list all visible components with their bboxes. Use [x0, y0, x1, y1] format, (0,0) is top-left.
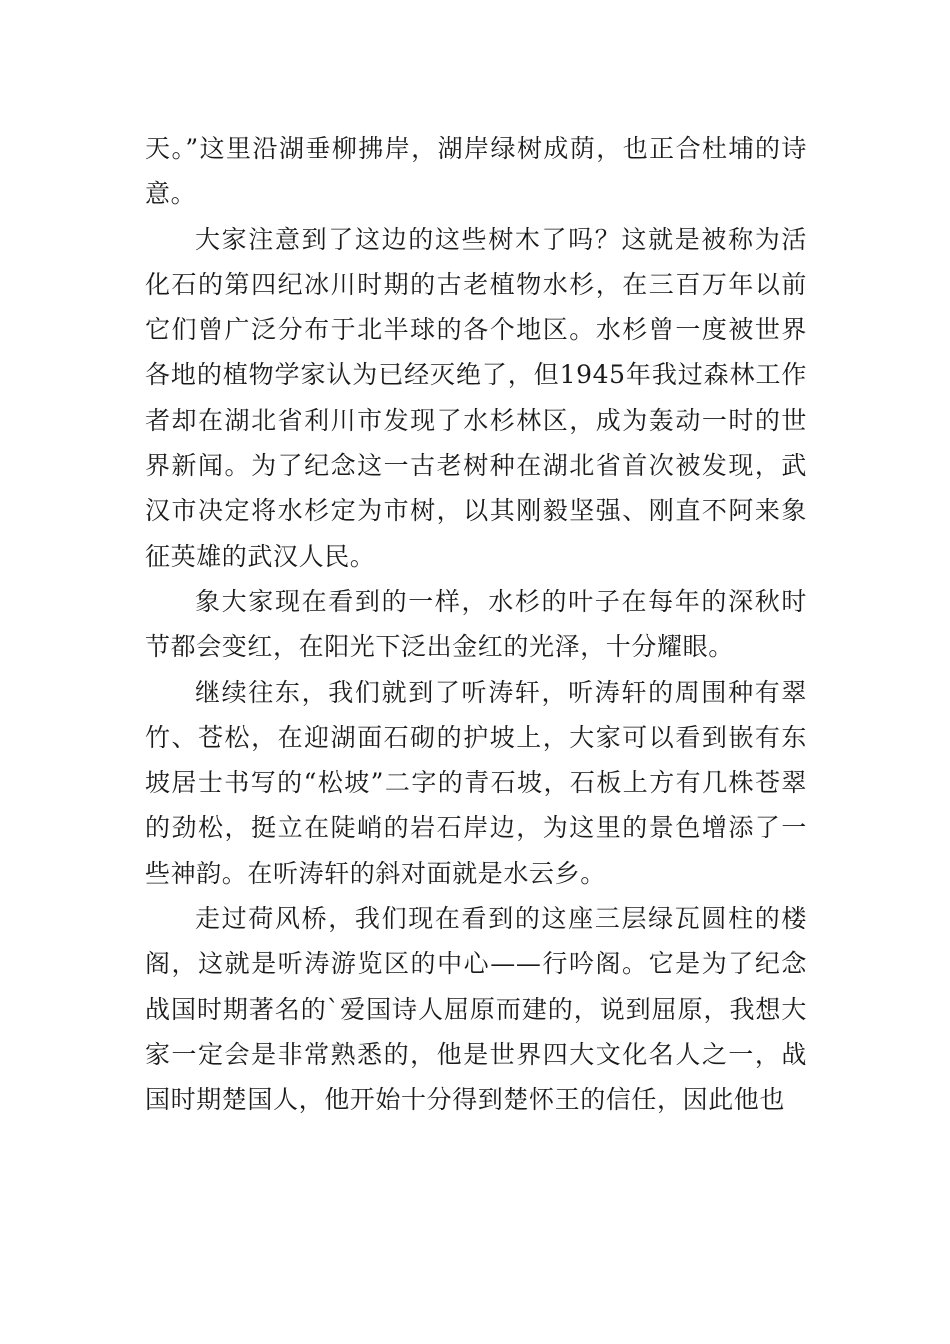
- paragraph-1: 天。”这里沿湖垂柳拂岸，湖岸绿树成荫，也正合杜埔的诗意。: [145, 134, 807, 209]
- paragraph-5: 走过荷风桥，我们现在看到的这座三层绿瓦圆柱的楼阁，这就是听涛游览区的中心——行吟阁。它是为了纪念战国时期著名的`爱国诗人屈原而建的，说到屈原，我想大家一定会是非常熟悉的，他是世界四大文化名人之一，战国时期楚国人，他开始十分得到楚怀王的信任，因此他也: [145, 904, 807, 1115]
- paragraph-3: 象大家现在看到的一样，水杉的叶子在每年的深秋时节都会变红，在阳光下泛出金红的光泽，十分耀眼。: [145, 586, 807, 662]
- paragraph-2: 大家注意到了这边的这些树木了吗？这就是被称为活化石的第四纪冰川时期的古老植物水杉，在三百万年以前它们曾广泛分布于北半球的各个地区。水杉曾一度被世界各地的植物学家认为已经灭绝了，但1945年我过森林工作者却在湖北省利川市发现了水杉林区，成为轰动一时的世界新闻。为了纪念这一古老树种在湖北省首次被发现，武汉市决定将水杉定为市树，以其刚毅坚强、刚直不阿来象征英雄的武汉人民。: [145, 224, 807, 571]
- paragraph-4: 继续往东，我们就到了听涛轩，听涛轩的周围种有翠竹、苍松，在迎湖面石砌的护坡上，大家可以看到嵌有东坡居士书写的“松坡”二字的青石坡，石板上方有几株苍翠的劲松，挺立在陡峭的岩石岸边，为这里的景色增添了一些神韵。在听涛轩的斜对面就是水云乡。: [145, 677, 807, 888]
- body-text: [145, 126, 807, 1123]
